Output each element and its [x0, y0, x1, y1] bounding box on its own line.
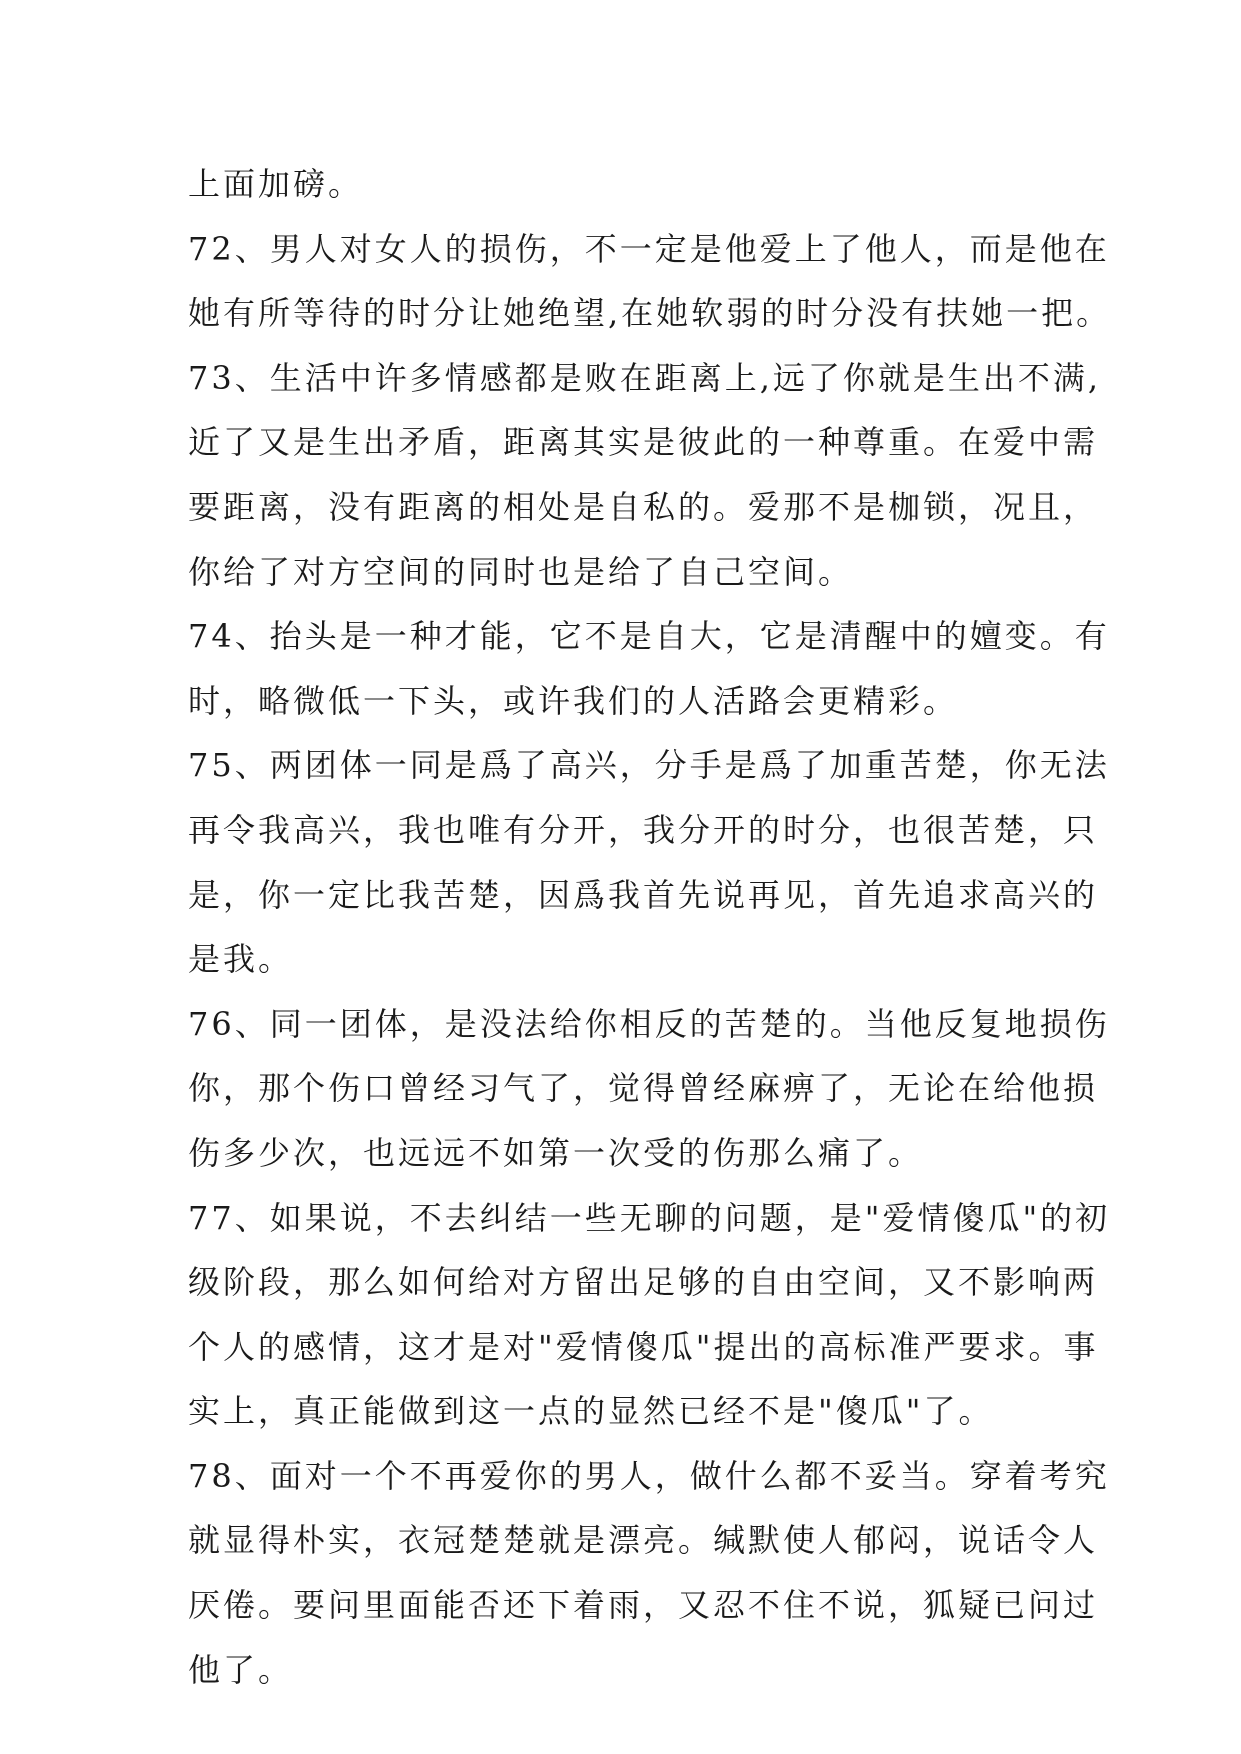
text-line: 是我。: [188, 940, 294, 979]
text-line: 要距离，没有距离的相处是自私的。爱那不是枷锁，况且，: [188, 487, 1099, 526]
text-line: 实上，真正能做到这一点的显然已经不是"傻瓜"了。: [188, 1392, 994, 1431]
text-line: 厌倦。要问里面能否还下着雨，又忍不住不说，狐疑已问过: [188, 1586, 1099, 1625]
text-line: 73、生活中许多情感都是败在距离上,远了你就是生出不满,: [188, 358, 1102, 397]
text-line: 上面加磅。: [188, 165, 364, 203]
text-line: 时，略微低一下头，或许我们的人活路会更精彩。: [188, 681, 959, 720]
text-line: 72、男人对女人的损伤，不一定是他爱上了他人，而是他在: [188, 229, 1110, 268]
text-line: 他了。: [188, 1650, 294, 1689]
text-line: 78、面对一个不再爱你的男人，做什么都不妥当。穿着考究: [188, 1456, 1110, 1495]
document-body: [188, 152, 1112, 1702]
text-line: 再令我高兴，我也唯有分开，我分开的时分，也很苦楚，只: [188, 810, 1099, 849]
text-line: 个人的感情，这才是对"爱情傻瓜"提出的高标准严要求。事: [188, 1327, 1099, 1366]
text-line: 你给了对方空间的同时也是给了自己空间。: [188, 552, 854, 591]
text-line: 77、如果说，不去纠结一些无聊的问题，是"爱情傻瓜"的初: [188, 1198, 1111, 1237]
text-line: 就显得朴实，衣冠楚楚就是漂亮。缄默使人郁闷，说话令人: [188, 1521, 1099, 1560]
text-line: 近了又是生出矛盾，距离其实是彼此的一种尊重。在爱中需: [188, 423, 1099, 462]
text-line: 74、抬头是一种才能，它不是自大，它是清醒中的嬗变。有: [188, 617, 1110, 656]
text-line: 她有所等待的时分让她绝望,在她软弱的时分没有扶她一把。: [188, 294, 1112, 333]
text-line: 伤多少次，也远远不如第一次受的伤那么痛了。: [188, 1133, 924, 1172]
text-line: 是，你一定比我苦楚，因爲我首先说再见，首先追求高兴的: [188, 875, 1099, 914]
text-line: 76、同一团体，是没法给你相反的苦楚的。当他反复地损伤: [188, 1004, 1110, 1043]
text-line: 你，那个伤口曾经习气了，觉得曾经麻痹了，无论在给他损: [188, 1069, 1099, 1108]
text-line: 级阶段，那么如何给对方留出足够的自由空间，又不影响两: [188, 1263, 1099, 1302]
text-line: 75、两团体一同是爲了高兴，分手是爲了加重苦楚，你无法: [188, 746, 1110, 785]
